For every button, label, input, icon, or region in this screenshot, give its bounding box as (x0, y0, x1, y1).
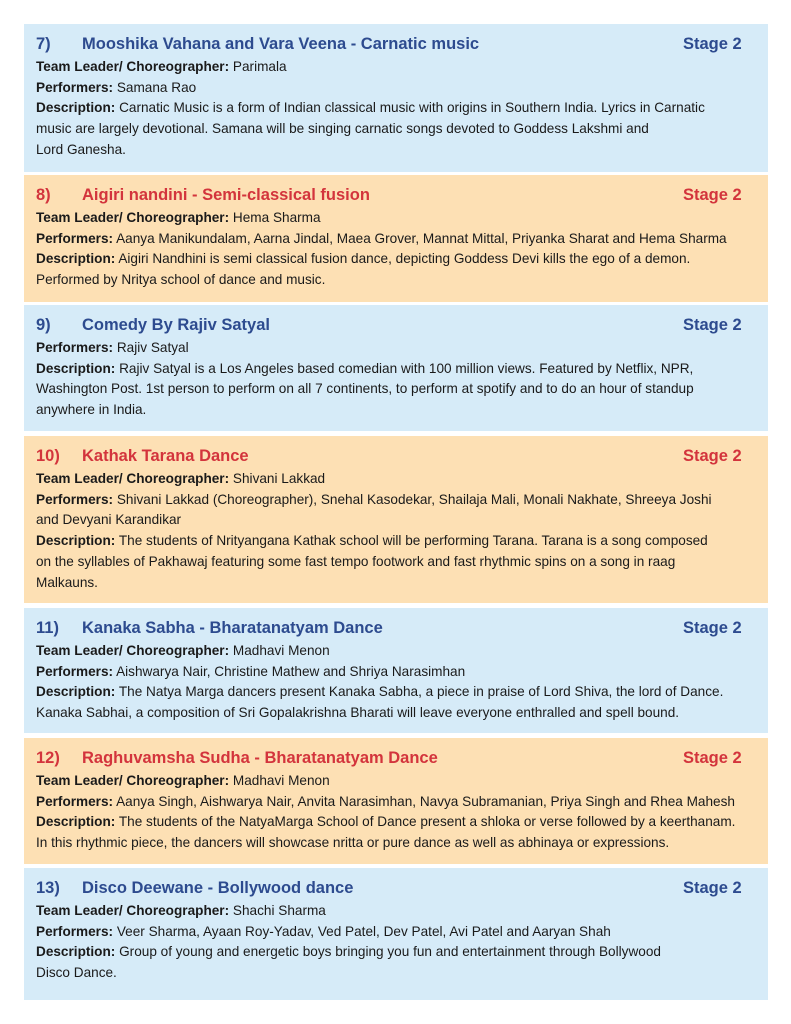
description-line (36, 942, 756, 963)
performers-line: and Devyani Karandikar (36, 512, 182, 528)
description-line: anywhere in India. (36, 402, 147, 418)
program-number: 10) (36, 447, 60, 465)
program-title: Aigiri nandini - Semi-classical fusion (82, 186, 370, 204)
description-text: The students of Nrityangana Kathak school will be performing Tarana. Tarana is a song composed (118, 533, 708, 549)
team-leader-label: Team Leader/ Choreographer: (36, 643, 230, 658)
stage-label: Stage 2 (683, 35, 742, 53)
description-line: Lord Ganesha. (36, 141, 126, 157)
program-7 (24, 24, 768, 172)
description-line (36, 812, 756, 833)
program-header (36, 446, 756, 466)
program-8 (24, 175, 768, 302)
description-line: Malkauns. (36, 574, 98, 590)
program-title: Kanaka Sabha - Bharatanatyam Dance (82, 619, 383, 637)
team-leader-label: Team Leader/ Choreographer: (36, 59, 230, 74)
team-leader-line (36, 208, 756, 229)
team-leader-line (36, 57, 756, 78)
description-line (36, 531, 756, 552)
performers-label: Performers: (36, 663, 114, 679)
program-12 (24, 738, 768, 864)
program-title: Comedy By Rajiv Satyal (82, 316, 270, 334)
team-leader-value: Hema Sharma (232, 210, 321, 225)
team-leader-label: Team Leader/ Choreographer: (36, 773, 230, 788)
description-line: Kanaka Sabhai, a composition of Sri Gopalakrishna Bharati will leave everyone enthralled and spell bound. (36, 705, 680, 721)
performers-value: Aishwarya Nair, Christine Mathew and Shriya Narasimhan (116, 663, 466, 679)
program-header (36, 34, 756, 54)
program-title: Mooshika Vahana and Vara Veena - Carnatic music (82, 35, 480, 53)
stage-label: Stage 2 (683, 186, 742, 204)
description-line: Washington Post. 1st person to perform on all 7 continents, to perform at spotify and to do an hour of standup (36, 381, 694, 397)
program-11 (24, 608, 768, 733)
performers-value: Aanya Manikundalam, Aarna Jindal, Maea Grover, Mannat Mittal, Priyanka Sharat and Hema Sharma (116, 230, 727, 246)
team-leader-line (36, 771, 756, 792)
description-line: on the syllables of Pakhawaj featuring some fast tempo footwork and fast rhythmic spins on a song in raag (36, 553, 676, 569)
performers-label: Performers: (36, 230, 114, 246)
performers-line (36, 922, 756, 943)
program-number: 13) (36, 879, 60, 897)
stage-label: Stage 2 (683, 447, 742, 465)
description-line (36, 98, 756, 119)
program-header (36, 748, 756, 768)
team-leader-line (36, 469, 756, 490)
description-label: Description: (36, 684, 116, 700)
description-line: Disco Dance. (36, 965, 117, 981)
program-header (36, 618, 756, 638)
description-text: Rajiv Satyal is a Los Angeles based comedian with 100 million views. Featured by Netflix, NPR, (119, 360, 694, 376)
team-leader-value: Madhavi Menon (232, 773, 330, 788)
performers-label: Performers: (36, 923, 114, 939)
performers-label: Performers: (36, 340, 114, 355)
program-number: 9) (36, 316, 51, 334)
program-13 (24, 868, 768, 1000)
team-leader-line (36, 641, 756, 662)
description-label: Description: (36, 533, 116, 549)
performers-line (36, 338, 756, 359)
program-title: Kathak Tarana Dance (82, 447, 249, 465)
description-text: Carnatic Music is a form of Indian classical music with origins in Southern India. Lyrics in Carnatic (119, 100, 705, 116)
description-label: Description: (36, 251, 116, 267)
description-line (36, 359, 756, 380)
performers-value: Shivani Lakkad (Choreographer), Snehal Kasodekar, Shailaja Mali, Monali Nakhate, Shreeya Joshi (116, 491, 712, 507)
program-title: Disco Deewane - Bollywood dance (82, 879, 354, 897)
performers-label: Performers: (36, 491, 114, 507)
program-number: 8) (36, 186, 51, 204)
stage-label: Stage 2 (683, 879, 742, 897)
performers-value: Aanya Singh, Aishwarya Nair, Anvita Narasimhan, Navya Subramanian, Priya Singh and Rhea Mahesh (116, 793, 735, 809)
performers-line (36, 490, 756, 511)
team-leader-label: Team Leader/ Choreographer: (36, 210, 230, 225)
team-leader-line (36, 901, 756, 922)
description-line (36, 682, 756, 703)
team-leader-label: Team Leader/ Choreographer: (36, 471, 230, 486)
stage-label: Stage 2 (683, 619, 742, 637)
description-line: music are largely devotional. Samana will be singing carnatic songs devoted to Goddess Lakshmi and (36, 121, 649, 137)
description-text: Group of young and energetic boys bringing you fun and entertainment through Bollywood (119, 944, 661, 960)
description-line: Performed by Nritya school of dance and music. (36, 272, 326, 288)
description-text: The Natya Marga dancers present Kanaka Sabha, a piece in praise of Lord Shiva, the lord of Dance. (118, 684, 724, 700)
description-line (36, 249, 756, 270)
performers-line (36, 662, 756, 683)
program-number: 11) (36, 619, 59, 637)
description-label: Description: (36, 100, 116, 116)
performers-value: Veer Sharma, Ayaan Roy-Yadav, Ved Patel, Dev Patel, Avi Patel and Aaryan Shah (116, 923, 611, 939)
program-title: Raghuvamsha Sudha - Bharatanatyam Dance (82, 749, 438, 767)
description-label: Description: (36, 944, 116, 960)
performers-label: Performers: (36, 793, 114, 809)
team-leader-label: Team Leader/ Choreographer: (36, 903, 230, 918)
team-leader-value: Shivani Lakkad (232, 471, 326, 486)
program-number: 7) (36, 35, 51, 53)
performers-value: Samana Rao (116, 79, 197, 95)
performers-label: Performers: (36, 79, 114, 95)
program-number: 12) (36, 749, 60, 767)
team-leader-value: Parimala (232, 59, 287, 74)
team-leader-value: Madhavi Menon (232, 643, 330, 658)
performers-line (36, 78, 756, 99)
program-10 (24, 436, 768, 603)
stage-label: Stage 2 (683, 316, 742, 334)
program-header (36, 315, 756, 335)
performers-value: Rajiv Satyal (116, 340, 189, 355)
description-text: The students of the NatyaMarga School of Dance present a shloka or verse followed by a keerthanam. (118, 814, 736, 830)
performers-line (36, 229, 756, 250)
program-header (36, 878, 756, 898)
team-leader-value: Shachi Sharma (232, 903, 326, 918)
program-header (36, 185, 756, 205)
description-label: Description: (36, 360, 116, 376)
description-label: Description: (36, 814, 116, 830)
program-9 (24, 305, 768, 431)
description-text: Aigiri Nandhini is semi classical fusion dance, depicting Goddess Devi kills the ego of a demon. (118, 251, 691, 267)
stage-label: Stage 2 (683, 749, 742, 767)
description-line: In this rhythmic piece, the dancers will showcase nritta or pure dance as well as abhinaya or expressions. (36, 835, 670, 851)
performers-line (36, 792, 756, 813)
